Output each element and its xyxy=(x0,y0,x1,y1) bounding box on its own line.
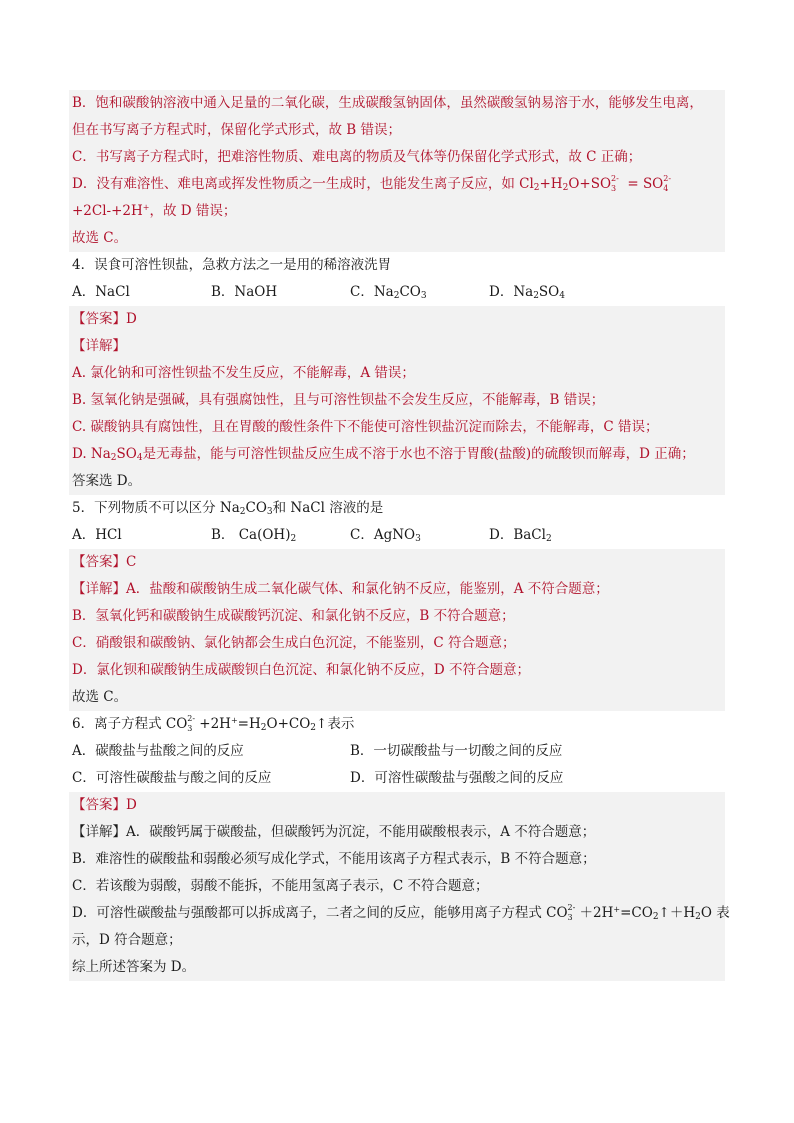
q4-option-a: A．NaCl xyxy=(72,284,130,300)
q5-detail-a: 【详解】A．盐酸和碳酸钠生成二氧化碳气体、和氯化钠不反应，能鉴别，A 不符合题意； xyxy=(69,576,725,603)
q5-detail-d: D．氯化钡和碳酸钠生成碳酸钡白色沉淀、和氯化钠不反应，D 不符合题意； xyxy=(69,657,725,684)
q6-stem: 6．离子方程式 CO 2- 3 $+2H^+=H_2O+CO_2↑$表示 xyxy=(72,713,355,733)
q4-options xyxy=(69,279,725,306)
q6-options-row2 xyxy=(69,765,725,792)
q5-answer: 【答案】C xyxy=(69,549,725,576)
q4-option-b: B．NaOH xyxy=(211,284,278,300)
q6-option-d: D．可溶性碳酸盐与强酸之间的反应 xyxy=(350,770,564,786)
q4-detail-b: B. 氢氧化钠是强碱，具有强腐蚀性，且与可溶性钡盐不会发生反应，不能解毒，B 错误； xyxy=(69,387,725,414)
q5-option-a: A．HCl xyxy=(72,527,122,543)
sulfate-ion-script: 2- 4 xyxy=(663,173,672,193)
q5-options xyxy=(69,522,725,549)
q6-option-b: B．一切碳酸盐与一切酸之间的反应 xyxy=(350,743,563,759)
q4-answer: 【答案】D xyxy=(69,306,725,333)
q6-detail-b: B．难溶性的碳酸盐和弱酸必须写成化学式，不能用该离子方程式表示，B 不符合题意； xyxy=(69,846,725,873)
q4-option-d: D．$Na_2SO_4$ xyxy=(489,284,565,301)
q5-option-d: D．BaCl$_2$ xyxy=(489,527,552,544)
q5-detail-b: B．氢氧化钙和碳酸钠生成碳酸钙沉淀、和氯化钠不反应，B 不符合题意； xyxy=(69,603,725,630)
q4-option-c: C．$Na_2CO_3$ xyxy=(350,284,427,301)
q6-detail-d-line2: 示，D 符合题意； xyxy=(69,927,725,954)
q4-conclusion: 答案选 D。 xyxy=(69,468,725,495)
document-page xyxy=(69,90,730,981)
q6-answer: 【答案】D xyxy=(69,792,725,819)
q6-conclusion: 综上所述答案为 D。 xyxy=(69,954,725,981)
q5-option-c: C．AgNO$_3$ xyxy=(350,527,421,544)
q3-conclusion: 故选 C。 xyxy=(69,225,725,252)
q6-options-row1 xyxy=(69,738,725,765)
q6-option-a: A．碳酸盐与盐酸之间的反应 xyxy=(72,743,244,759)
q3-option-b-line1: B．饱和碳酸钠溶液中通入足量的二氧化碳，生成碳酸氢钠固体，虽然碳酸氢钠易溶于水，能够发生电离， xyxy=(69,90,725,117)
carbonate-ion-script-2: 2- 3 xyxy=(567,902,576,922)
q3-option-d-line2: +2Cl-+2H+，故 D 错误； xyxy=(69,198,725,225)
q5-stem: 5．下列物质不可以区分 $Na_2CO_3$和 NaCl 溶液的是 xyxy=(72,500,384,517)
q4-stem: 4．误食可溶性钡盐，急救方法之一是用的稀溶液洗胃 xyxy=(72,257,392,273)
sulfite-ion-script: 2- 3 xyxy=(611,173,619,193)
q4-detail-c: C. 碳酸钠具有腐蚀性，且在胃酸的酸性条件下不能使可溶性钡盐沉淀而除去，不能解毒，C 错误； xyxy=(69,414,725,441)
carbonate-ion-script: 2- 3 xyxy=(187,713,196,733)
q6-option-c: C．可溶性碳酸盐与酸之间的反应 xyxy=(72,770,272,786)
q5-detail-c: C．硝酸银和碳酸钠、氯化钠都会生成白色沉淀，不能鉴别，C 符合题意； xyxy=(69,630,725,657)
q4-detail-d: D. $Na_2SO_4$是无毒盐，能与可溶性钡盐反应生成不溶于水也不溶于胃酸(盐酸)的硫酸钡而解毒，D 正确； xyxy=(69,441,725,468)
q5-option-b: B． $Ca(OH)_2$ xyxy=(211,527,297,544)
q6-detail-c: C．若该酸为弱酸，弱酸不能拆，不能用氢离子表示，C 不符合题意； xyxy=(69,873,725,900)
q4-detail-heading: 【详解】 xyxy=(69,333,725,360)
q6-detail-d-line1: D．可溶性碳酸盐与强酸都可以拆成离子，二者之间的反应，能够用离子方程式 CO 2- 3 $+2H^+=CO_2↑+H_2O$ 表 xyxy=(69,900,725,927)
q5-conclusion: 故选 C。 xyxy=(69,684,725,711)
q4-detail-a: A. 氯化钠和可溶性钡盐不发生反应，不能解毒，A 错误； xyxy=(69,360,725,387)
q6-detail-a: 【详解】A．碳酸钙属于碳酸盐，但碳酸钙为沉淀，不能用碳酸根表示，A 不符合题意； xyxy=(69,819,725,846)
q3-option-c: C．书写离子方程式时，把难溶性物质、难电离的物质及气体等仍保留化学式形式，故 C 正确； xyxy=(69,144,725,171)
q3-option-b-line2: 但在书写离子方程式时，保留化学式形式，故 B 错误； xyxy=(69,117,725,144)
q3-option-d-line1: D．没有难溶性、难电离或挥发性物质之一生成时，也能发生离子反应，如 $Cl_2+H_2O+SO$ 2- 3 = SO 2- 4 xyxy=(69,171,725,198)
